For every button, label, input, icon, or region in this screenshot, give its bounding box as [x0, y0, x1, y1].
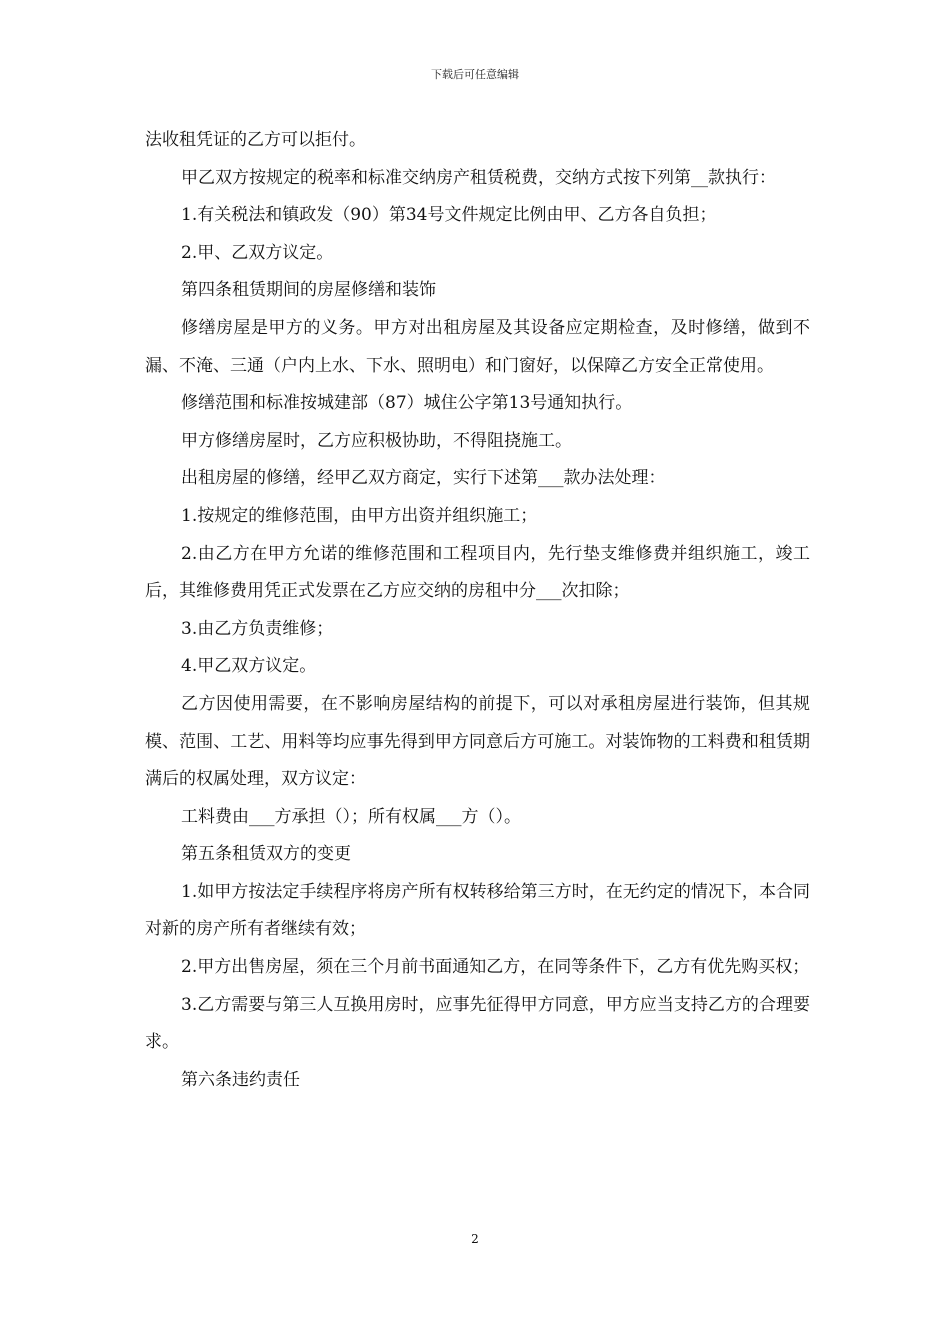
paragraph: 工料费由___方承担（）；所有权属___方（）。 — [181, 806, 521, 827]
list-item: 4.甲乙双方议定。 — [181, 656, 317, 677]
page-header: 下载后可任意编辑 — [431, 68, 519, 81]
list-item: 2.甲方出售房屋，须在三个月前书面通知乙方，在同等条件下，乙方有优先购买权； — [181, 957, 810, 978]
list-item: 1.如甲方按法定手续程序将房产所有权转移给第三方时，在无约定的情况下，本合同对新的房产所有者继续有效； — [145, 881, 810, 940]
section-heading: 第五条租赁双方的变更 — [181, 844, 351, 865]
section-heading: 第四条租赁期间的房屋修缮和装饰 — [181, 280, 436, 301]
paragraph: 出租房屋的修缮，经甲乙双方商定，实行下述第___款办法处理： — [181, 468, 666, 489]
list-item: 1.按规定的维修范围，由甲方出资并组织施工； — [181, 505, 538, 526]
paragraph: 乙方因使用需要，在不影响房屋结构的前提下，可以对承租房屋进行装饰，但其规模、范围、工艺、用料等均应事先得到甲方同意后方可施工。对装饰物的工料费和租赁期满后的权属处理，双方议定： — [145, 693, 810, 790]
list-item: 2.由乙方在甲方允诺的维修范围和工程项目内，先行垫支维修费并组织施工，竣工后，其维修费用凭正式发票在乙方应交纳的房租中分___次扣除； — [145, 543, 810, 602]
list-item: 2.甲、乙双方议定。 — [181, 242, 334, 263]
paragraph: 修缮房屋是甲方的义务。甲方对出租房屋及其设备应定期检查，及时修缮，做到不漏、不淹、三通（户内上水、下水、照明电）和门窗好，以保障乙方安全正常使用。 — [145, 317, 810, 376]
paragraph: 法收租凭证的乙方可以拒付。 — [145, 130, 366, 150]
list-item: 3.由乙方负责维修； — [181, 618, 334, 639]
paragraph: 甲方修缮房屋时，乙方应积极协助，不得阻挠施工。 — [181, 430, 572, 451]
paragraph: 修缮范围和标准按城建部（87）城住公字第13号通知执行。 — [181, 393, 633, 414]
document-body — [145, 122, 810, 1099]
list-item: 3.乙方需要与第三人互换用房时，应事先征得甲方同意，甲方应当支持乙方的合理要求。 — [145, 994, 810, 1053]
list-item: 1.有关税法和镇政发（90）第34号文件规定比例由甲、乙方各自负担； — [181, 205, 717, 226]
page-number: 2 — [471, 1232, 479, 1246]
paragraph: 甲乙双方按规定的税率和标准交纳房产租赁税费，交纳方式按下列第__款执行： — [181, 167, 776, 188]
section-heading: 第六条违约责任 — [181, 1069, 300, 1090]
